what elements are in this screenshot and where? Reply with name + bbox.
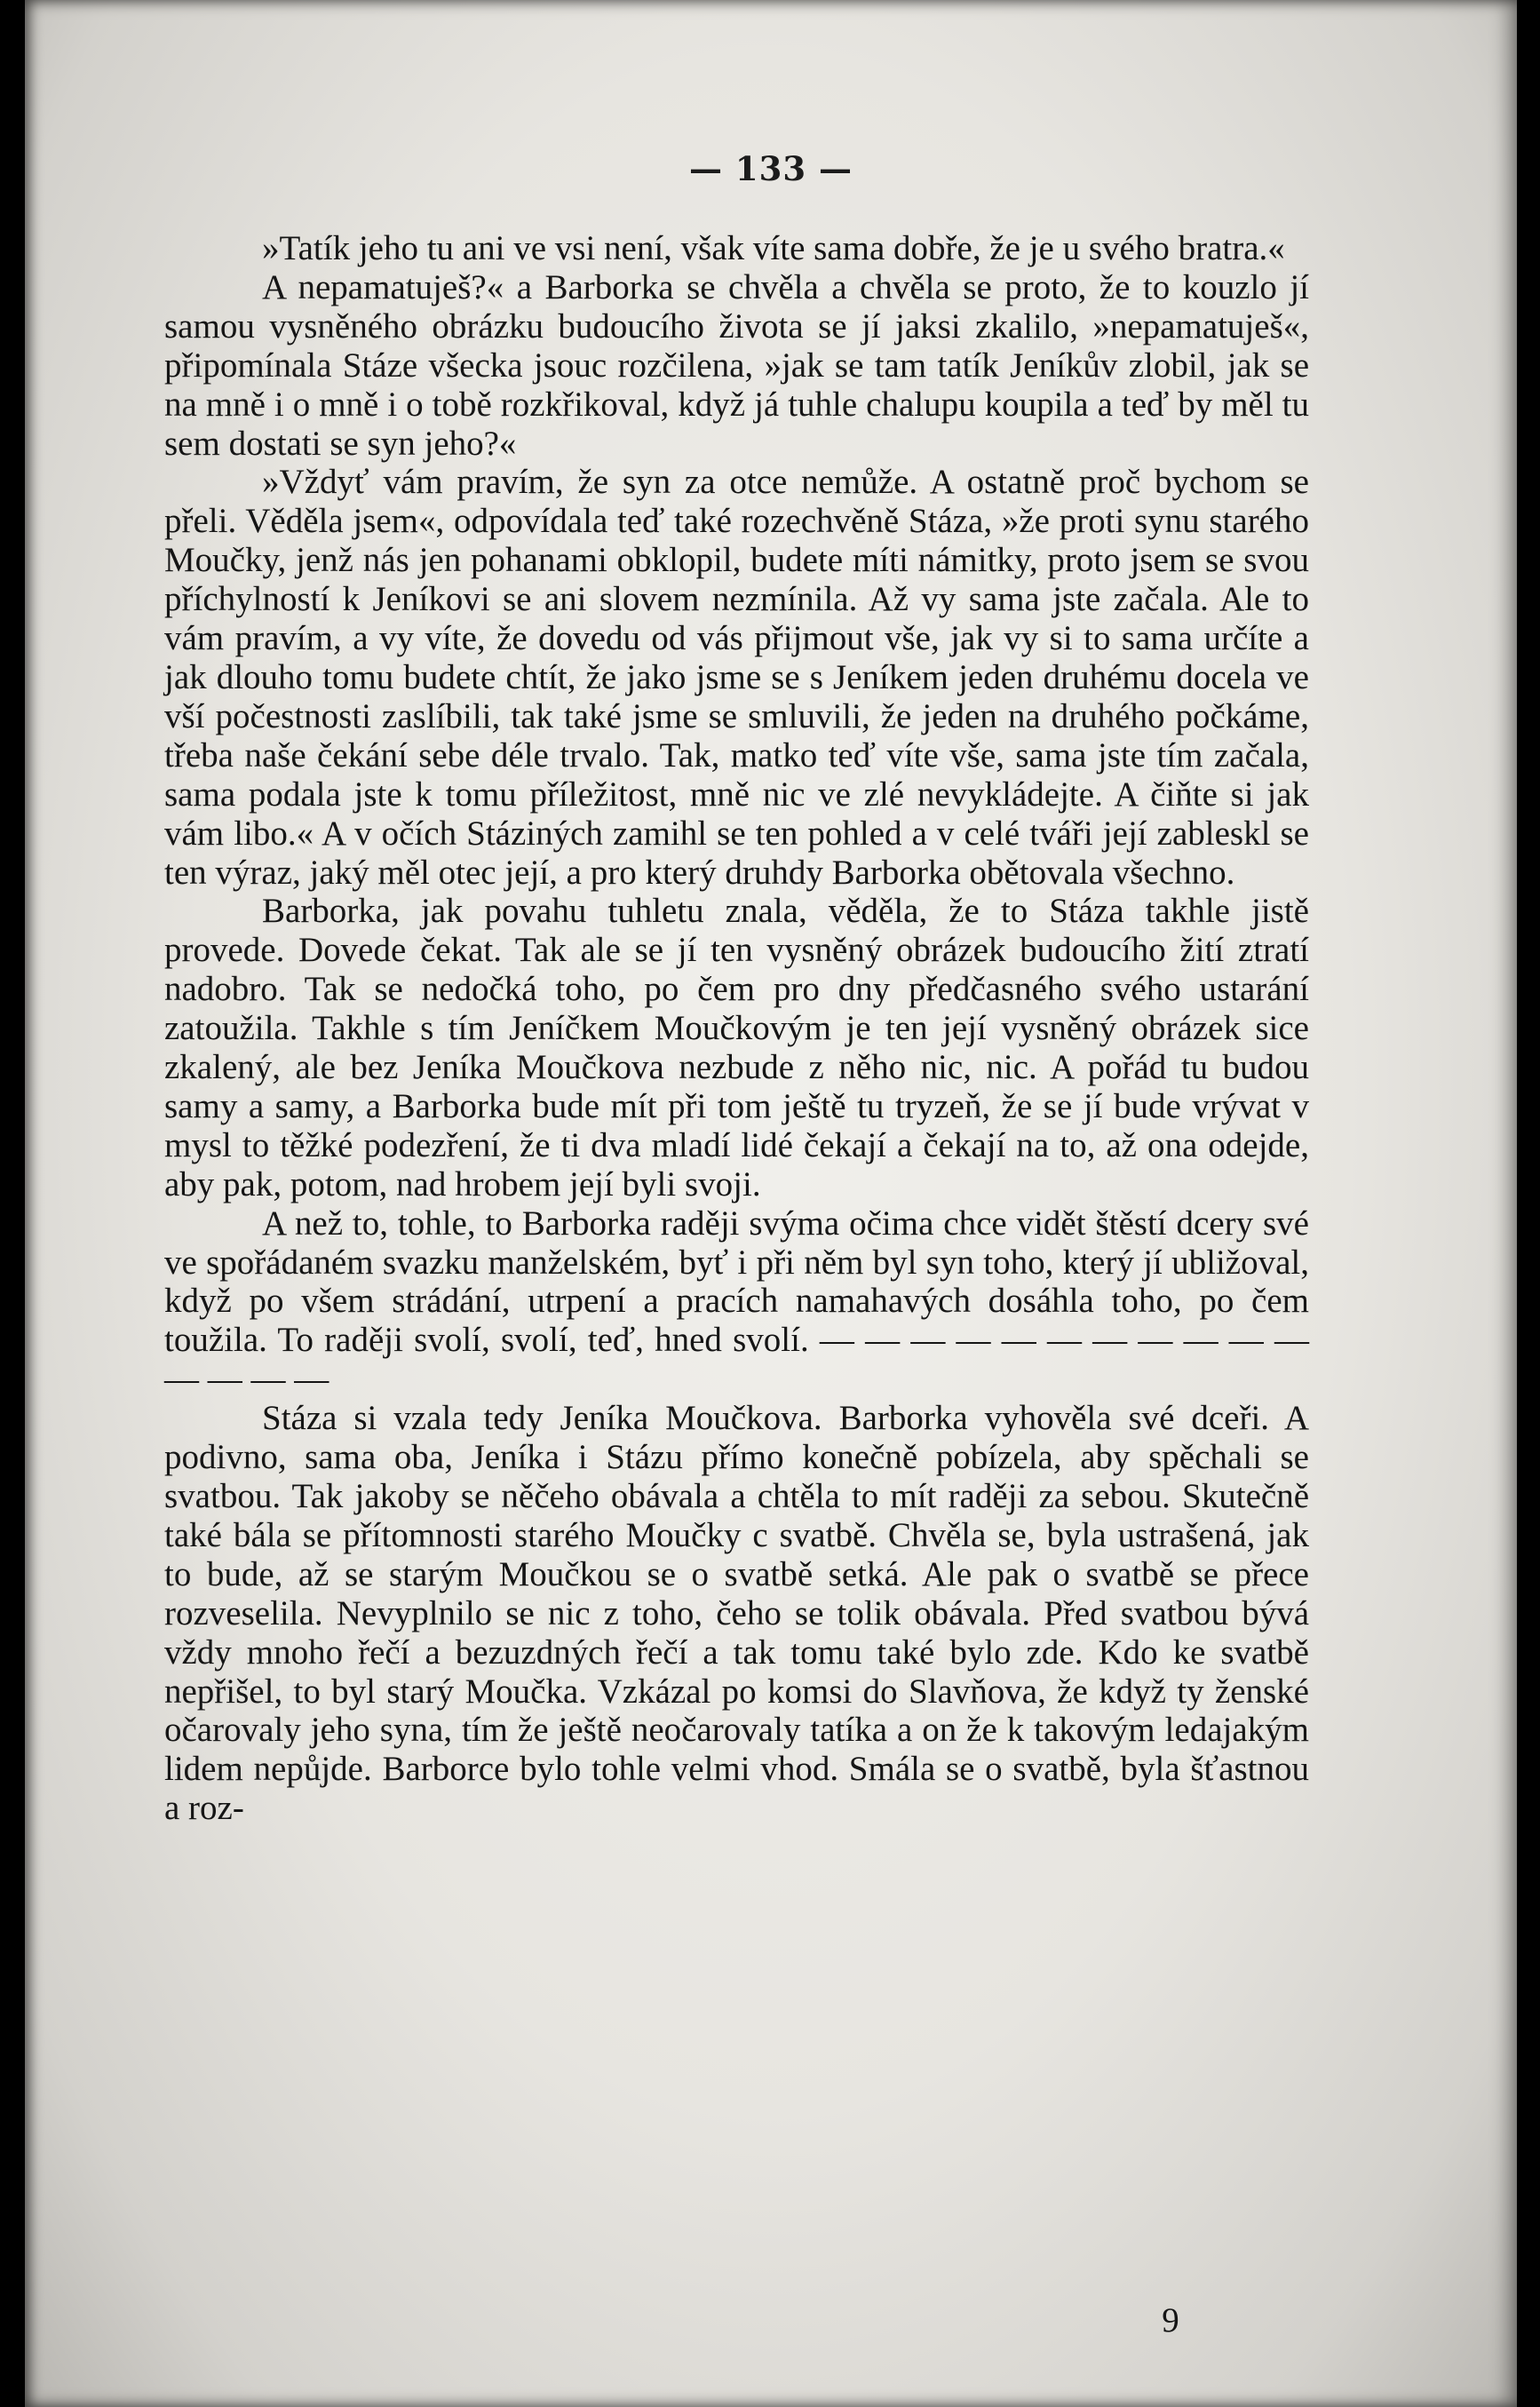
paragraph-6: Stáza si vzala tedy Jeníka Moučkova. Barborka vyhověla své dceři. A podivno, sama oba, Jeníka i Stázu přímo konečně pobízela, aby spěchali se svatbou. Tak jakoby se něčeho obávala a chtěla to mít raději za sebou. Skutečně také bála se přítomnosti starého Moučky c svatbě. Chvěla se, byla ustrašená, jak to bude, až se starým Moučkou se o svatbě setká. Ale pak o svatbě se přece rozveselila. Nevyplnilo se nic z toho, čeho se tolik obávala. Před svatbou bývá vždy mnoho řečí a bezuzdných řečí a tak tomu také bylo zde. Kdo ke svatbě nepřišel, to byl starý Moučka. Vzkázal po komsi do Slavňova, že když ty ženské očarovaly jeho syna, tím že ještě neočarovaly tatíka a on že k takovým ledajakým lidem nepůjde. Barborce bylo tohle velmi vhod. Smála se o svatbě, byla šťastnou a roz- (164, 1399, 1309, 1828)
paragraph-4: Barborka, jak povahu tuhletu znala, věděla, že to Stáza takhle jistě provede. Dovede čekat. Tak ale se jí ten vysněný obrázek budoucího žití ztratí nadobro. Tak se nedočká toho, po čem pro dny předčasného svého ustarání zatoužila. Takhle s tím Jeníčkem Moučkovým je ten její vysněný obrázek sice zkalený, ale bez Jeníka Moučkova nezbude z něho nic, nic. A pořád tu budou samy a samy, a Barborka bude mít při tom ještě tu tryzeň, že se jí bude vrývat v mysl to těžké podezření, že ti dva mladí lidé čekají a čekají na to, až ona odejde, aby pak, potom, nad hrobem její byli svoji. (164, 892, 1309, 1204)
body-text (164, 229, 1309, 1828)
signature-mark: 9 (1162, 2301, 1179, 2339)
paragraph-3: »Vždyť vám pravím, že syn za otce nemůže. A ostatně proč bychom se přeli. Věděla jsem«, odpovídala teď také rozechvěně Stáza, »že proti synu starého Moučky, jenž nás jen pohanami obklopil, budete míti námitky, proto jsem se svou příchylností k Jeníkovi se ani slovem nezmínila. Až vy sama jste začala. Ale to vám pravím, a vy víte, že dovedu od vás přijmout vše, jak vy si to sama určíte a jak dlouho tomu budete chtít, že jako jsme se s Jeníkem jeden druhému docela ve vší počestnosti zaslíbili, tak také jsme se smluvili, že jeden na druhého počkáme, třeba naše čekání sebe déle trvalo. Tak, matko teď víte vše, sama jste tím začala, sama podala jste k tomu příležitost, mně nic ve zlé nevykládejte. A čiňte si jak vám libo.« A v očích Stáziných zamihl se ten pohled a v celé tváři její zableskl se ten výraz, jaký měl otec její, a pro který druhdy Barborka obětovala všechno. (164, 463, 1309, 892)
book-page (25, 0, 1517, 2407)
paragraph-2: A nepamatuješ?« a Barborka se chvěla a chvěla se proto, že to kouzlo jí samou vysněného obrázku budoucího života se jí jaksi zkalilo, »nepamatuješ«, připomínala Stáze všecka jsouc rozčilena, »jak se tam tatík Jeníkův zlobil, jak se na mně i o mně i o tobě rozkřikoval, když já tuhle chalupu koupila a teď by měl tu sem dostati se syn jeho?« (164, 267, 1309, 463)
paragraph-1: »Tatík jeho tu ani ve vsi není, však víte sama dobře, že je u svého bratra.« (262, 229, 1285, 267)
page-number: — 133 — (689, 149, 853, 188)
paragraph-5: A než to, tohle, to Barborka raději svýma očima chce vidět štěstí dcery své ve spořádaném svazku manželském, byť i při něm byl syn toho, který jí ubližoval, když po všem strádání, utrpení a pracích namahavých dosáhla toho, po čem toužila. To raději svolí, svolí, teď, hned svolí. — — — — — — — — — — — — — — — (164, 1204, 1309, 1399)
